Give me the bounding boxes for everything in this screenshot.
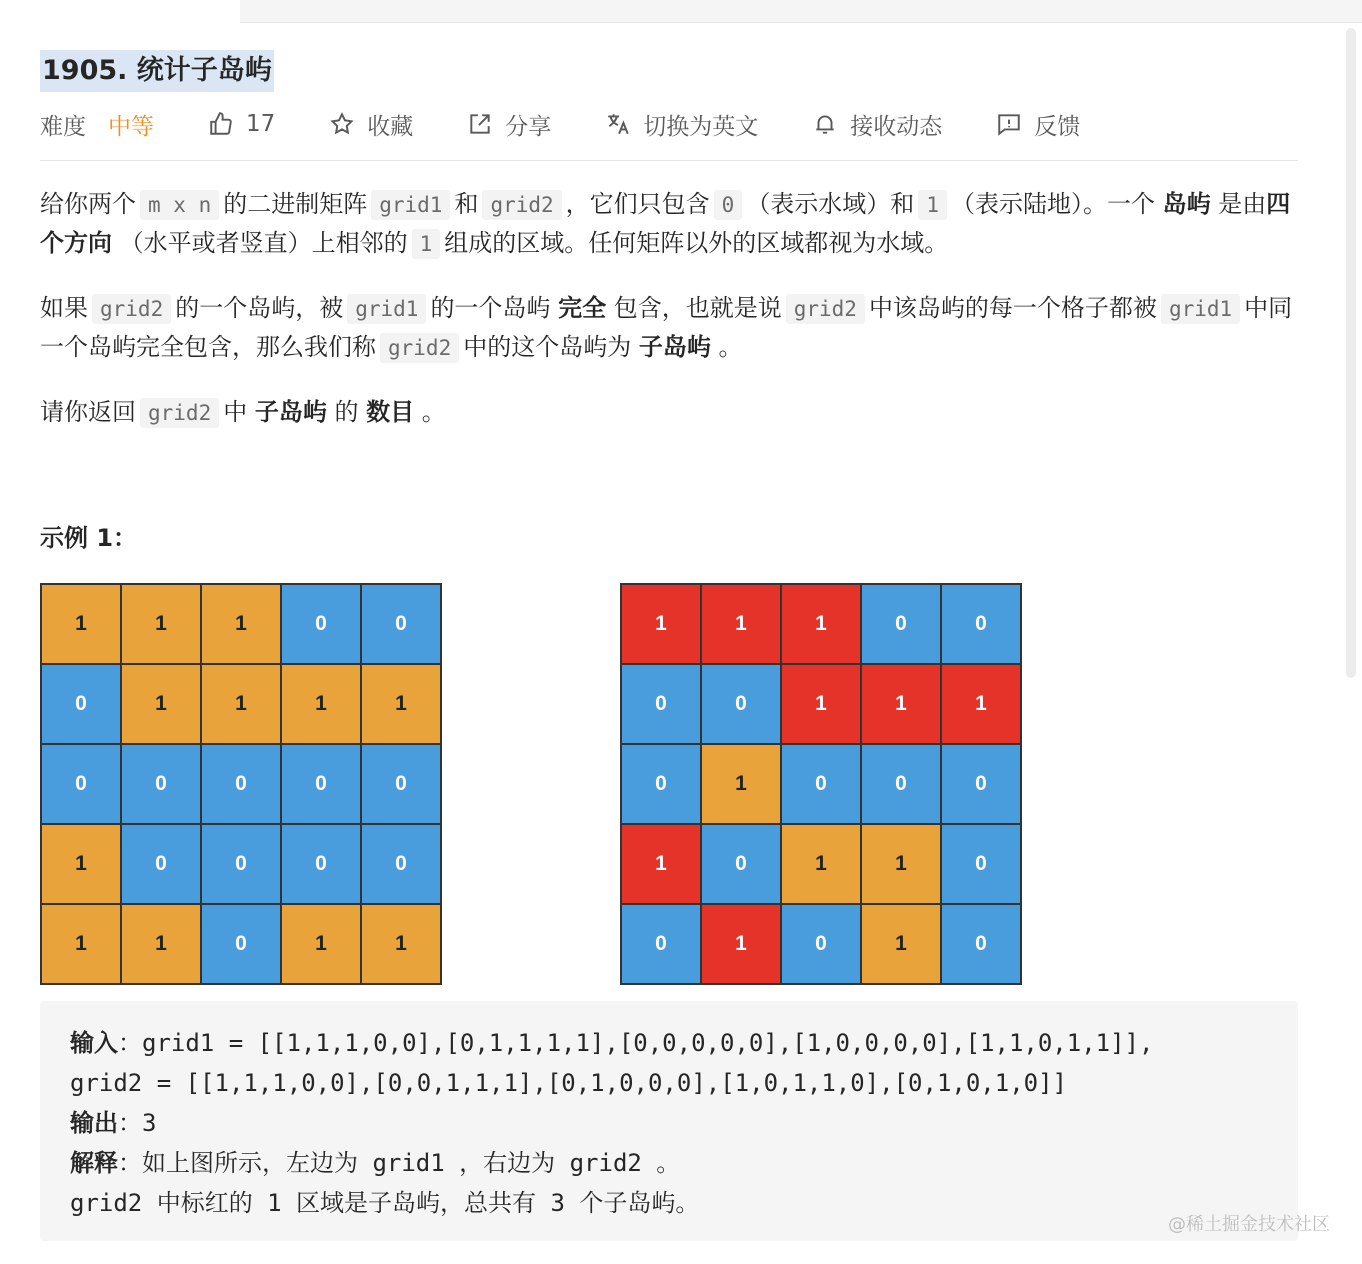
grid-cell: 0: [781, 744, 861, 824]
share-button[interactable]: [467, 108, 551, 141]
grid-cell: 0: [361, 584, 441, 664]
difficulty-value: 中等: [108, 113, 154, 140]
example-figure: [40, 583, 1298, 987]
text: （表示陆地）。一个: [950, 190, 1155, 218]
translate-icon: [605, 111, 631, 137]
text: 的一个岛屿，被: [175, 294, 344, 322]
inline-code: grid1: [347, 294, 426, 324]
text: （表示水域）和: [746, 190, 915, 218]
inline-code: grid2: [482, 190, 561, 220]
grid-cell: 1: [941, 664, 1021, 744]
input-label: 输入: [70, 1029, 118, 1057]
grid-cell: 0: [941, 584, 1021, 664]
bold-text: 完全: [558, 294, 607, 322]
grid-cell: 0: [41, 744, 121, 824]
inline-code: grid2: [786, 294, 865, 324]
text: 中的这个岛屿为: [463, 333, 632, 361]
inline-code: grid2: [140, 398, 219, 428]
thumbs-up-icon: [208, 111, 234, 137]
inline-code: grid1: [1161, 294, 1240, 324]
explain-line-1: [70, 1143, 1268, 1183]
grid-cell: 1: [41, 904, 121, 984]
inline-code: grid2: [92, 294, 171, 324]
star-icon: [329, 111, 355, 137]
input-line-2: grid2 = [[1,1,1,0,0],[0,0,1,1,1],[0,1,0,0,0],[1,0,1,1,0],[0,1,0,1,0]]: [70, 1069, 1067, 1097]
favorite-button[interactable]: [329, 108, 413, 141]
top-bar-left: [0, 0, 240, 22]
grid-cell: 1: [621, 584, 701, 664]
grid-cell: 0: [861, 744, 941, 824]
output-value: ：3: [118, 1109, 157, 1137]
grid-cell: 0: [621, 904, 701, 984]
text: ，它们只包含: [565, 190, 710, 218]
explain-label: 解释: [70, 1149, 118, 1177]
grid-cell: 0: [121, 744, 201, 824]
grid-cell: 1: [861, 824, 941, 904]
grid-cell: 1: [201, 664, 281, 744]
grid-cell: 1: [361, 664, 441, 744]
grid-cell: 0: [281, 584, 361, 664]
favorite-label: 收藏: [367, 113, 414, 140]
text: 的二进制矩阵: [223, 190, 368, 218]
grid-cell: 1: [41, 824, 121, 904]
grid-cell: 1: [201, 584, 281, 664]
feedback-icon: [996, 111, 1022, 137]
text: 组成的区域。任何矩阵以外的区域都视为水域。: [444, 229, 949, 257]
text: 给你两个: [40, 190, 136, 218]
explain-line-2: grid2 中标红的 1 区域是子岛屿，总共有 3 个子岛屿。: [70, 1189, 700, 1217]
grid-cell: 1: [281, 664, 361, 744]
grid-cell: 1: [121, 904, 201, 984]
example-title: 示例 1：: [40, 524, 138, 552]
text: 中: [223, 398, 248, 426]
subscribe-label: 接收动态: [850, 113, 943, 140]
problem-title: 1905. 统计子岛屿: [40, 50, 274, 92]
inline-code: 1: [412, 229, 441, 259]
grid-cell: 0: [621, 744, 701, 824]
top-bar: [240, 0, 1362, 23]
problem-meta-bar: [40, 104, 1298, 161]
grid-cell: 0: [361, 744, 441, 824]
subscribe-button[interactable]: [812, 108, 942, 141]
feedback-button[interactable]: [996, 108, 1080, 141]
problem-content: [40, 50, 1298, 987]
grid-cell: 1: [781, 664, 861, 744]
grid-cell: 0: [201, 744, 281, 824]
grid-cell: 0: [201, 824, 281, 904]
explain-text-1: ：如上图所示，左边为 grid1 ，右边为 grid2 。: [118, 1149, 681, 1177]
inline-code: 1: [918, 190, 947, 220]
grid-cell: 0: [861, 584, 941, 664]
grid-cell: 1: [861, 904, 941, 984]
grid-cell: 0: [941, 744, 1021, 824]
grid-cell: 0: [941, 904, 1021, 984]
grid-cell: 0: [701, 824, 781, 904]
grid-cell: 1: [361, 904, 441, 984]
grid-cell: 0: [281, 824, 361, 904]
scrollbar[interactable]: [1346, 28, 1356, 678]
text: 的: [334, 398, 359, 426]
share-label: 分享: [505, 113, 552, 140]
bell-icon: [812, 111, 838, 137]
bold-text: 数目: [366, 398, 415, 426]
grid-cell: 1: [861, 664, 941, 744]
bold-text: 岛屿: [1162, 190, 1211, 218]
grid-cell: 1: [781, 584, 861, 664]
inline-code: grid2: [380, 333, 459, 363]
description-paragraph-3: [40, 393, 1298, 432]
text: 和: [454, 190, 479, 218]
grid-cell: 1: [621, 824, 701, 904]
text: （水平或者竖直）上相邻的: [119, 229, 408, 257]
grid-cell: 1: [701, 904, 781, 984]
share-icon: [467, 111, 493, 137]
grid-cell: 1: [121, 584, 201, 664]
grid-cell: 0: [201, 904, 281, 984]
watermark: @稀土掘金技术社区: [1168, 1214, 1330, 1235]
grid-cell: 1: [701, 744, 781, 824]
inline-code: m x n: [140, 190, 219, 220]
grid2-figure: [620, 583, 1022, 985]
text: 如果: [40, 294, 88, 322]
input-value-1: ：grid1 = [[1,1,1,0,0],[0,1,1,1,1],[0,0,0,0,0],[1,0,0,0,0],[1,1,0,1,1]],: [118, 1029, 1154, 1057]
grid-cell: 1: [41, 584, 121, 664]
grid-cell: 0: [41, 664, 121, 744]
text: 请你返回: [40, 398, 136, 426]
grid-cell: 0: [781, 904, 861, 984]
grid-cell: 0: [281, 744, 361, 824]
switch-language-button[interactable]: [605, 108, 758, 141]
output-line: [70, 1103, 1268, 1143]
text: 。: [421, 398, 446, 426]
bold-text: 子岛屿: [638, 333, 711, 361]
description-paragraph-1: [40, 185, 1298, 263]
like-button[interactable]: [208, 111, 275, 137]
bold-text: 四个方向: [40, 190, 1291, 257]
text: 中同一个岛屿完全包含，那么我们称: [40, 294, 1293, 361]
input-line-1: [70, 1023, 1268, 1063]
grid1-figure: [40, 583, 442, 985]
difficulty: [40, 108, 154, 141]
text: 的一个岛屿: [430, 294, 551, 322]
grid-cell: 1: [281, 904, 361, 984]
text: 包含，也就是说: [613, 294, 782, 322]
difficulty-label: 难度: [40, 113, 86, 140]
grid-cell: 0: [701, 664, 781, 744]
bold-text: 子岛屿: [254, 398, 327, 426]
inline-code: 0: [714, 190, 743, 220]
problem-description: [40, 185, 1298, 432]
feedback-label: 反馈: [1034, 113, 1081, 140]
grid-cell: 1: [781, 824, 861, 904]
grid-cell: 1: [701, 584, 781, 664]
grid-cell: 1: [121, 664, 201, 744]
grid-cell: 0: [621, 664, 701, 744]
grid-cell: 0: [121, 824, 201, 904]
output-label: 输出: [70, 1109, 118, 1137]
text: 是由: [1218, 190, 1267, 218]
description-paragraph-2: [40, 289, 1298, 367]
text: 。: [718, 333, 743, 361]
grid-cell: 0: [941, 824, 1021, 904]
grid-cell: 0: [361, 824, 441, 904]
text: 中该岛屿的每一个格子都被: [868, 294, 1157, 322]
like-count: 17: [246, 111, 276, 137]
inline-code: grid1: [371, 190, 450, 220]
switch-language-label: 切换为英文: [643, 113, 759, 140]
example-code-block: [40, 1001, 1298, 1241]
